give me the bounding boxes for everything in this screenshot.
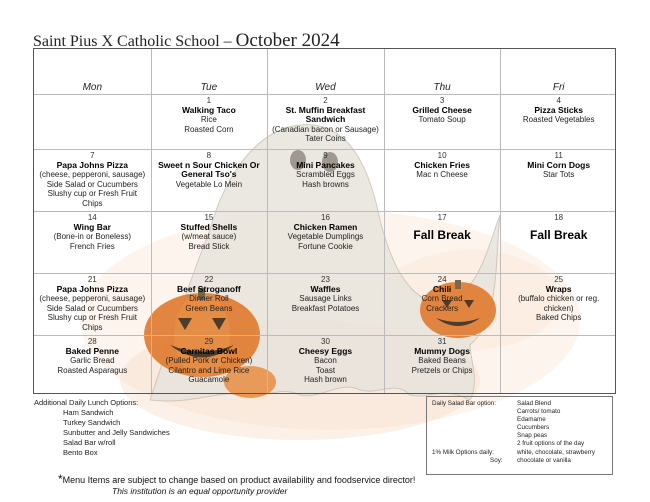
- day-number: 21: [87, 275, 97, 284]
- calendar-grid: [33, 48, 616, 394]
- day-header-tue: Tue: [200, 82, 218, 93]
- milk-label: 1% Milk Options daily:: [432, 449, 494, 456]
- side-dish: (Pulled Pork or Chicken): [165, 356, 253, 365]
- main-dish: Sweet n Sour Chicken Or General Tso's: [158, 159, 260, 179]
- day-number: 18: [554, 213, 564, 222]
- equal-opportunity-text: This institution is an equal opportunity provider: [112, 486, 288, 496]
- day-number: 31: [437, 337, 447, 346]
- day-number: 11: [554, 151, 563, 160]
- day-number: 25: [554, 275, 564, 284]
- main-dish: Walking Taco: [181, 104, 236, 115]
- day-number: 24: [437, 275, 447, 284]
- day-cell-mon: [34, 275, 151, 337]
- side-dish: Sausage Links: [299, 294, 352, 303]
- side-dish: Baked Chips: [536, 313, 582, 322]
- side-dish: Star Tots: [542, 170, 575, 179]
- day-number: 2: [323, 96, 328, 105]
- side-dish: Fortune Cookie: [298, 241, 353, 251]
- day-number: 23: [321, 275, 330, 284]
- main-dish: Waffles: [310, 283, 341, 294]
- side-dish: Bacon: [314, 356, 337, 365]
- salad-item: Cucumbers: [517, 424, 550, 431]
- day-cell-wed: [267, 275, 384, 337]
- day-number: 7: [90, 151, 95, 160]
- main-dish: St. Muffin Breakfast Sandwich: [285, 104, 366, 124]
- lunch-options-heading: Additional Daily Lunch Options:: [34, 398, 139, 407]
- day-number: 17: [437, 213, 447, 222]
- day-header-fri: Fri: [552, 82, 565, 93]
- day-cell-fri: [500, 213, 617, 275]
- asterisk: *: [58, 472, 63, 486]
- side-dish: (Bone-in or Boneless): [53, 232, 131, 241]
- side-dish: Slushy cup or Fresh Fruit: [47, 189, 137, 198]
- salad-label: Daily Salad Bar option:: [432, 400, 497, 407]
- day-cell-mon: [34, 213, 151, 275]
- day-header-thu: Thu: [433, 82, 451, 93]
- main-dish: Beef Stroganoff: [177, 283, 241, 294]
- day-number: 1: [206, 96, 212, 105]
- side-dish: Tomato Soup: [418, 115, 466, 124]
- milk-value: white, chocolate, strawberry: [517, 449, 596, 456]
- day-header-wed: Wed: [315, 82, 336, 93]
- side-dish: Roasted Corn: [184, 124, 234, 134]
- day-cell-wed: [267, 213, 384, 275]
- day-cell-thu: [384, 337, 501, 395]
- main-dish: Mini Pancakes: [296, 159, 355, 170]
- day-cell-wed: [267, 337, 384, 395]
- side-dish: Crackers: [426, 303, 459, 313]
- salad-item: Salad Blend: [517, 400, 551, 407]
- side-dish: Rice: [200, 115, 217, 124]
- day-cell-thu: [384, 151, 501, 213]
- lunch-option: Bento Box: [63, 448, 98, 457]
- side-dish: Chips: [82, 198, 103, 208]
- side-dish: French Fries: [69, 241, 115, 251]
- day-number: 22: [204, 275, 214, 284]
- salad-item: Carrots/ tomato: [517, 408, 561, 415]
- side-dish: Green Beans: [185, 303, 233, 313]
- day-number: 29: [204, 337, 214, 346]
- day-cell-fri: [500, 275, 617, 337]
- lunch-options: [34, 398, 170, 458]
- day-number: 16: [321, 213, 330, 222]
- side-dish: Hash browns: [302, 179, 349, 189]
- side-dish: chicken): [543, 303, 574, 313]
- month-title: October 2024: [235, 30, 340, 51]
- side-dish: Bread Stick: [188, 241, 230, 251]
- day-cell-wed: [267, 96, 384, 151]
- side-dish: Pretzels or Chips: [411, 365, 473, 375]
- side-dish: Vegetable Dumplings: [287, 232, 364, 241]
- day-cell-thu: [384, 96, 501, 151]
- salad-item: 2 fruit options of the day: [517, 440, 585, 447]
- day-header-mon: Mon: [82, 82, 103, 93]
- side-dish: (cheese, pepperoni, sausage): [39, 170, 146, 179]
- day-cell-tue: [151, 151, 268, 213]
- menu-notice-text: Menu Items are subject to change based on product availability and foodservice director!: [62, 475, 416, 485]
- soy-label: Soy:: [490, 457, 503, 464]
- day-number: 4: [556, 96, 561, 105]
- main-dish: Wraps: [545, 283, 572, 294]
- lunch-option: Sunbutter and Jelly Sandwiches: [63, 428, 170, 437]
- main-dish: Chicken Fries: [414, 159, 470, 170]
- day-number: 10: [437, 151, 447, 160]
- main-dish: Grilled Cheese: [412, 104, 472, 115]
- day-cell-wed: [267, 151, 384, 213]
- grid-divider: [34, 94, 615, 95]
- day-cell-tue: [151, 96, 268, 151]
- day-cell-tue: [151, 337, 268, 395]
- salad-item: Snap peas: [517, 432, 548, 439]
- soy-value: chocolate or vanilla: [517, 457, 571, 464]
- side-dish: Roasted Asparagus: [57, 365, 128, 375]
- side-dish: Side Salad or Cucumbers: [46, 303, 138, 313]
- side-dish: Roasted Vegetables: [522, 115, 595, 124]
- salad-milk-box: [426, 396, 613, 475]
- day-number: 14: [87, 213, 97, 222]
- main-dish: Chili: [432, 283, 452, 294]
- main-dish: Fall Break: [530, 227, 588, 242]
- side-dish: Baked Beans: [418, 356, 466, 365]
- side-dish: Hash brown: [304, 375, 347, 384]
- school-name: Saint Pius X Catholic School –: [33, 33, 236, 50]
- menu-notice: [58, 472, 415, 486]
- main-dish: Cheesy Eggs: [298, 345, 353, 356]
- main-dish: Stuffed Shells: [180, 221, 238, 232]
- main-dish: Papa Johns Pizza: [56, 159, 128, 170]
- side-dish: (cheese, pepperoni, sausage): [39, 294, 146, 303]
- side-dish: (w/meat sauce): [181, 232, 237, 241]
- day-cell-tue: [151, 213, 268, 275]
- side-dish: (Canadian bacon or Sausage): [272, 124, 379, 134]
- main-dish: Chicken Ramen: [293, 221, 358, 232]
- day-number: 9: [323, 151, 328, 160]
- side-dish: Mac n Cheese: [416, 170, 468, 179]
- lunch-option: Ham Sandwich: [63, 408, 114, 417]
- main-dish: Papa Johns Pizza: [56, 283, 128, 294]
- day-cell-thu: [384, 213, 501, 275]
- day-cell-mon: [34, 151, 151, 213]
- day-number: 8: [206, 151, 212, 160]
- side-dish: Toast: [315, 365, 336, 375]
- day-number: 28: [87, 337, 97, 346]
- salad-item: Edamame: [517, 416, 546, 423]
- main-dish: Baked Penne: [65, 345, 119, 356]
- day-cell-mon: [34, 337, 151, 395]
- side-dish: Corn Bread: [421, 294, 463, 303]
- main-dish: Wing Bar: [73, 221, 111, 232]
- side-dish: Vegetable Lo Mein: [175, 179, 243, 189]
- side-dish: Guacamole: [188, 375, 230, 384]
- side-dish: Breakfast Potatoes: [291, 303, 360, 313]
- lunch-option: Turkey Sandwich: [63, 418, 121, 427]
- main-dish: Mummy Dogs: [414, 345, 470, 356]
- main-dish: Pizza Sticks: [534, 104, 584, 115]
- day-number: 30: [321, 337, 330, 346]
- side-dish: Scrambled Eggs: [296, 170, 355, 179]
- side-dish: Side Salad or Cucumbers: [46, 179, 138, 189]
- day-cell-fri: [500, 96, 617, 151]
- main-dish: Mini Corn Dogs: [527, 159, 591, 170]
- main-dish: Carnitas Bowl: [180, 345, 238, 356]
- main-dish: Fall Break: [413, 227, 471, 242]
- side-dish: Chips: [82, 322, 103, 332]
- side-dish: Tater Coins: [305, 134, 346, 143]
- day-number: 3: [439, 96, 445, 105]
- side-dish: Slushy cup or Fresh Fruit: [47, 313, 137, 322]
- side-dish: Garlic Bread: [70, 356, 115, 365]
- day-cell-fri: [500, 151, 617, 213]
- day-number: 15: [204, 213, 214, 222]
- side-dish: Cilantro and Lime Rice: [168, 365, 250, 375]
- side-dish: (buffalo chicken or reg.: [518, 294, 600, 303]
- side-dish: Dinner Roll: [189, 294, 229, 303]
- day-cell-thu: [384, 275, 501, 337]
- day-cell-tue: [151, 275, 268, 337]
- lunch-option: Salad Bar w/roll: [63, 438, 116, 447]
